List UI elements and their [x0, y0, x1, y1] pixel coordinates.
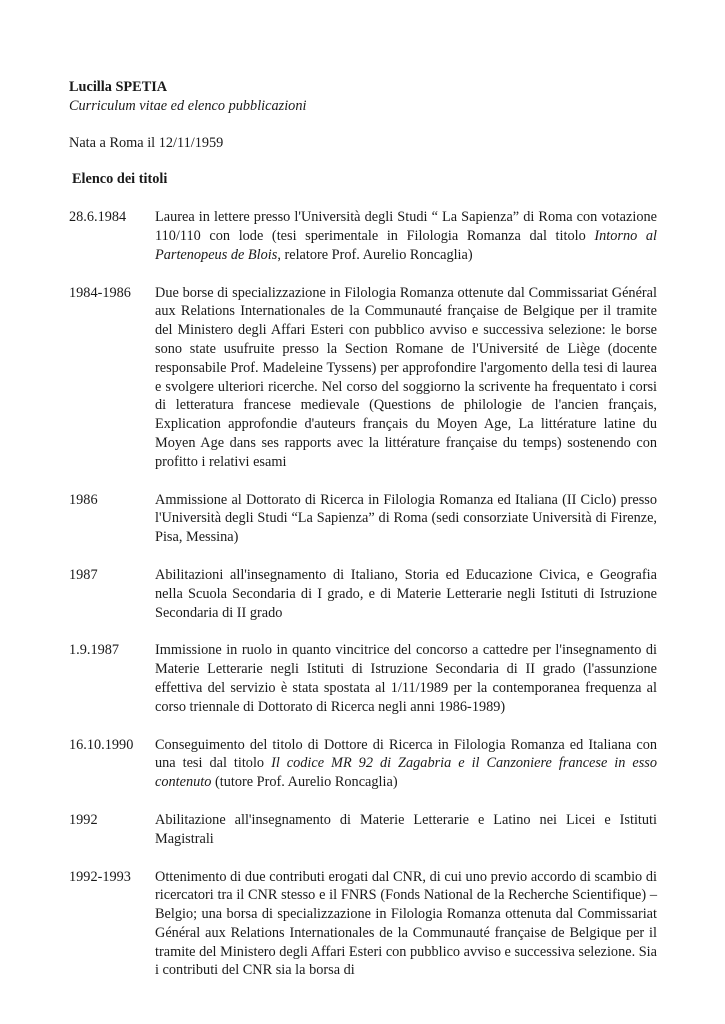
entry-text: Ammissione al Dottorato di Ricerca in Filologia Romanza ed Italiana (II Ciclo) presso l'Università degli Studi “La Sapienza” di Roma (sedi consorziate Università di Firenze, Pisa, Messina) [155, 491, 657, 546]
entry-text: , relatore Prof. Aurelio Roncaglia) [277, 246, 473, 263]
entry-date: 1987 [69, 566, 98, 583]
entry-description [155, 208, 657, 264]
entry-description [155, 641, 657, 716]
entry-date: 16.10.1990 [69, 736, 134, 753]
author-name: Lucilla SPETIA [69, 79, 168, 95]
entry-text: Due borse di specializzazione in Filologia Romanza ottenute dal Commissariat Général aux Relations Internationales de la Communauté française de Belgique per il tramite del Ministero degli Affari Esteri con pubblico avviso e successiva selezione: le borse sono state usufruite presso la Section Romane de l'Université de Liège (docente responsabile Prof. Madeleine Tyssens) per approfondire l'argomento della tesi di laurea e svolgere ulteriori ricerche. Nel corso del soggiorno la scrivente ha frequentato i corsi di letteratura francese medievale (Questions de philologie de l'ancien français, Explication approfondie d'auteurs français du Moyen Age, La littérature latine du Moyen Age dans ses rapports avec la littérature française du temps) sostenendo con profitto i relativi esami [155, 284, 657, 470]
entry-text: Immissione in ruolo in quanto vincitrice del concorso a cattedre per l'insegnamento di Materie Letterarie negli Istituti di Istruzione Secondaria di II grado (l'assunzione effettiva del servizio è stata spostata al 1/11/1989 per la contemporanea frequenza al corso triennale di Dottorato di Ricerca negli anni 1986-1989) [155, 642, 657, 715]
entry-date: 1.9.1987 [69, 642, 120, 659]
document-subtitle: Curriculum vitae ed elenco pubblicazioni [69, 97, 307, 114]
title-entry [69, 491, 657, 547]
entry-description [155, 491, 657, 547]
entry-date: 1986 [69, 491, 98, 508]
title-entry [69, 566, 657, 622]
entry-text: Abilitazioni all'insegnamento di Italiano, Storia ed Educazione Civica, e Geografia nella Scuola Secondaria di I grado, e di Materie Letterarie negli Istituti di Istruzione Secondaria di II grado [155, 566, 657, 621]
entry-text: Ottenimento di due contributi erogati dal CNR, di cui uno previo accordo di scambio di ricercatori tra il CNR stesso e il FNRS (Fonds National de la Recherche Scientifique) – Belgio; una borsa di specializzazione in Filologia Romanza ottenuta dal Commissariat Général aux Relations Internationales de la Communauté française de Belgique per il tramite del Ministero degli Affari Esteri con pubblico avviso e successiva selezione. Sia i contributi del CNR sia la borsa di [155, 868, 657, 979]
title-entry [69, 284, 657, 472]
entry-date: 1992-1993 [69, 868, 131, 885]
entry-date: 1984-1986 [69, 284, 131, 301]
birth-info: Nata a Roma il 12/11/1959 [69, 134, 224, 151]
entry-description [155, 736, 657, 792]
entry-italic-title: Intorno al Partenopeus de Blois [155, 227, 657, 263]
entry-text: (tutore Prof. Aurelio Roncaglia) [211, 774, 398, 791]
title-entry [69, 641, 657, 716]
entry-description [155, 868, 657, 981]
entry-date: 1992 [69, 811, 98, 828]
entry-date: 28.6.1984 [69, 209, 127, 226]
entry-text: Conseguimento del titolo di Dottore di Ricerca in Filologia Romanza ed Italiana con una tesi dal titolo [155, 736, 657, 772]
title-entry [69, 811, 657, 849]
entry-description [155, 566, 657, 622]
entry-text: Abilitazione all'insegnamento di Materie Letterarie e Latino nei Licei e Istituti Magistrali [155, 811, 657, 847]
entry-description [155, 284, 657, 472]
title-entry [69, 736, 657, 792]
entry-italic-title: Il codice MR 92 di Zagabria e il Canzoniere francese in esso contenuto [155, 755, 657, 791]
document-page [69, 78, 657, 999]
title-entry [69, 868, 657, 981]
entry-text: Laurea in lettere presso l'Università degli Studi “ La Sapienza” di Roma con votazione 110/110 con lode (tesi sperimentale in Filologia Romanza dal titolo [155, 209, 657, 244]
titles-list [69, 208, 657, 980]
entry-description [155, 811, 657, 849]
title-entry [69, 208, 657, 264]
section-title: Elenco dei titoli [72, 171, 168, 188]
